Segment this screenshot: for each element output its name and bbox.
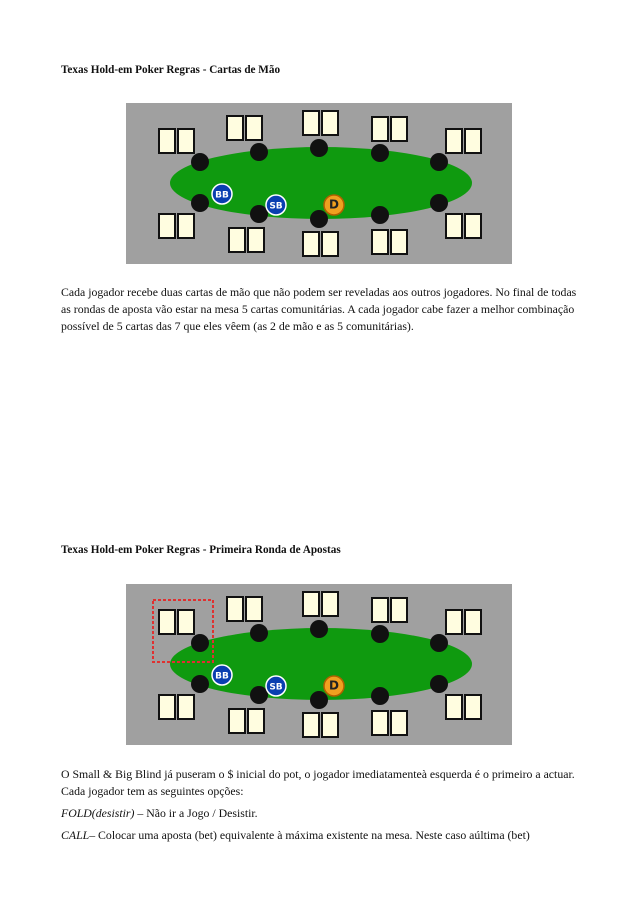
player-seat — [250, 205, 268, 223]
player-seat — [191, 194, 209, 212]
player-seat — [310, 691, 328, 709]
poker-table-svg — [126, 103, 512, 264]
hole-card — [248, 709, 264, 733]
first-round-intro: O Small & Big Blind já puseram o $ inicial do pot, o jogador imediatamenteà esquerda é o primeiro a actuar. Cada jogador tem as seguintes opções: — [61, 767, 575, 798]
player-seat — [191, 675, 209, 693]
hole-card — [391, 230, 407, 254]
player-seat — [430, 153, 448, 171]
hole-card — [391, 598, 407, 622]
hole-card — [465, 214, 481, 238]
player-seat — [250, 143, 268, 161]
call-description: – Colocar uma aposta (bet) equivalente à máxima existente na mesa. Neste caso aúltima (bet) — [89, 828, 530, 842]
player-seat — [430, 634, 448, 652]
hole-card — [372, 598, 388, 622]
player-seat — [310, 620, 328, 638]
hole-card — [391, 117, 407, 141]
poker-table-diagram-first-round — [126, 584, 512, 745]
hole-card — [322, 713, 338, 737]
hole-card — [465, 129, 481, 153]
hole-card — [227, 116, 243, 140]
player-seat — [191, 634, 209, 652]
section-title-hole-cards: Texas Hold-em Poker Regras - Cartas de Mão — [61, 64, 281, 76]
hole-cards-text: Cada jogador recebe duas cartas de mão que não podem ser reveladas aos outros jogadores. No final de todas as rondas de aposta vão estar na mesa 5 cartas comunitárias. A cada jogador cabe fazer a melhor combinação possível de 5 cartas das 7 que eles vêem (as 2 de mão e as 5 comunitárias). — [61, 285, 577, 333]
big-blind-chip-label: BB — [215, 671, 229, 682]
table-felt — [170, 147, 472, 219]
hole-card — [178, 610, 194, 634]
hole-card — [229, 709, 245, 733]
hole-card — [322, 232, 338, 256]
hole-card — [303, 592, 319, 616]
hole-card — [446, 610, 462, 634]
hole-card — [159, 214, 175, 238]
hole-card — [446, 214, 462, 238]
hole-card — [178, 695, 194, 719]
section-title-first-betting-round: Texas Hold-em Poker Regras - Primeira Ronda de Apostas — [61, 544, 341, 556]
player-seat — [371, 625, 389, 643]
player-seat — [371, 687, 389, 705]
player-seat — [310, 139, 328, 157]
hole-card — [465, 695, 481, 719]
hole-card — [372, 230, 388, 254]
hole-card — [178, 129, 194, 153]
hole-card — [248, 228, 264, 252]
fold-label: FOLD(desistir) — [61, 806, 135, 820]
paragraph-first-round — [61, 766, 586, 849]
dealer-button-label: D — [329, 678, 339, 693]
small-blind-chip-label: SB — [269, 682, 283, 693]
hole-card — [246, 597, 262, 621]
hole-card — [229, 228, 245, 252]
player-seat — [310, 210, 328, 228]
call-label: CALL — [61, 828, 90, 842]
hole-card — [178, 214, 194, 238]
hole-card — [391, 711, 407, 735]
poker-table-diagram-hole-cards — [126, 103, 512, 264]
hole-card — [159, 610, 175, 634]
table-felt — [170, 628, 472, 700]
hole-card — [227, 597, 243, 621]
player-seat — [250, 686, 268, 704]
hole-card — [322, 111, 338, 135]
option-call — [61, 827, 586, 844]
poker-table-svg — [126, 584, 512, 745]
hole-card — [322, 592, 338, 616]
paragraph-hole-cards — [61, 284, 586, 340]
hole-card — [159, 129, 175, 153]
hole-card — [372, 117, 388, 141]
option-fold — [61, 805, 586, 822]
hole-card — [246, 116, 262, 140]
big-blind-chip-label: BB — [215, 190, 229, 201]
hole-card — [446, 695, 462, 719]
player-seat — [430, 675, 448, 693]
hole-card — [372, 711, 388, 735]
fold-description: – Não ir a Jogo / Desistir. — [134, 806, 258, 820]
player-seat — [430, 194, 448, 212]
hole-card — [303, 232, 319, 256]
small-blind-chip-label: SB — [269, 201, 283, 212]
player-seat — [371, 144, 389, 162]
dealer-button-label: D — [329, 197, 339, 212]
player-seat — [250, 624, 268, 642]
hole-card — [303, 111, 319, 135]
player-seat — [371, 206, 389, 224]
hole-card — [303, 713, 319, 737]
player-seat — [191, 153, 209, 171]
hole-card — [465, 610, 481, 634]
hole-card — [446, 129, 462, 153]
hole-card — [159, 695, 175, 719]
